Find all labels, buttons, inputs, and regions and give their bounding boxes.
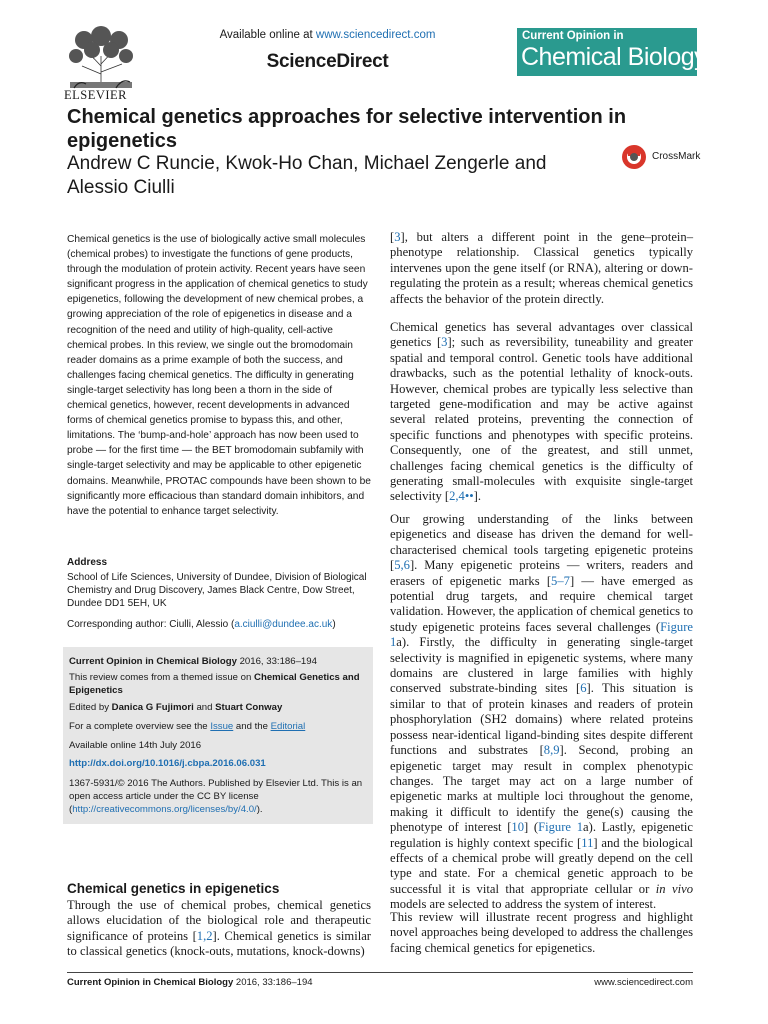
footer-url[interactable]: www.sciencedirect.com [594,977,693,988]
col2-paragraph-4: This review will illustrate recent progress and highlight novel approaches being developed to address the challenges facing chemical genetics for epigenetics. [390,910,693,955]
available-online [210,29,445,41]
info-license-suffix: ). [256,804,263,815]
footer-rule [67,972,693,973]
address-text: School of Life Sciences, University of Dundee, Division of Biological Chemistry and Drug Discovery, James Black Centre, Dow Street, Dundee DD1 5EH, UK [67,572,367,609]
footer-citation-text: 2016, 33:186–194 [233,977,313,988]
sciencedirect-wordmark: ScienceDirect [266,51,389,72]
article-info-box [63,647,373,824]
p3-text-h: a). Lastly, epigenetic regulation is highly context specific [ [390,820,693,850]
footer-journal: Current Opinion in Chemical Biology [67,977,234,988]
col2-paragraph-1: [3], but alters a different point in the gene–protein–phenotype relationship. Classical genetics typically intervenes upon the gene itself (or RNA), altering or down-regulating the protein as a result; whereas chemical genetics affects the behavior of the protein directly. [390,230,693,306]
journal-banner [517,28,707,76]
info-citation-text: 2016, 33:186–194 [236,656,317,667]
p3-text-i: ] and the biological effects of a chemical probe will greatly depend on the cell type and state. For a chemical genetic approach to be successful it is vital that appropriate cellular or [390,835,693,896]
info-overview-prefix: For a complete overview see the [69,721,211,732]
ref-link[interactable]: 3 [441,335,448,350]
intro-paragraph [67,898,371,960]
col2-paragraph-3 [390,512,693,913]
corr-prefix: Corresponding author: Ciulli, Alessio ( [67,619,235,630]
p2-text-c: ]. [473,489,482,504]
intro-text-b: ]. Chemical genetics is similar to classical genetics (knock-outs, mutations, knock-downs) [67,928,371,959]
p3-text-g: ] ( [524,820,539,835]
sciencedirect-link[interactable]: www.sciencedirect.com [315,29,436,41]
info-themed-prefix: This review comes from a themed issue on [69,672,255,683]
p3-text-d: a). Firstly, the difficulty in generating single-target selectivity is magnified in epigenetic systems, where many domains are clustered in large families with highly conserved substrate-binding sites [ [390,635,693,696]
abstract: Chemical genetics is the use of biologically active small molecules (chemical probes) to investigate the functions of gene products, through the modulation of protein activity. Recent years have seen significant progress in the application of chemical genetics to study epigenetics, following the development of new chemical probes, a growing appreciation of the role of epigenetics in disease and a recognition of the need and utility of high-quality, cell-active chemical probes. In this review, we single out the bromodomain reader domains as a prime example of both the success, and challenges facing chemical genetics. The difficulty in generating single-target selectivity has long been a thorn in the side of chemical genetics, however, recent developments in advanced forms of chemical genetics promise to bypass this, and other, limitations. The ‘bump-and-hole’ approach has now been used to probe — for the first time — the BET bromodomain subfamily with single-target selectivity and may be applicable to other epigenetic domains. Meanwhile, PROTAC compounds have been shown to be significantly more efficacious than standard domain inhibitors, and have the potential to enhance target selectivity. [67,234,371,517]
p2-text-a: Chemical genetics has several advantages over classical genetics [ [390,320,693,350]
license-link[interactable]: http://creativecommons.org/licenses/by/4.0/ [72,804,257,815]
address-heading: Address [67,557,108,568]
available-online-prefix: Available online at [219,29,316,41]
ref-link[interactable]: 6 [580,681,587,696]
corresponding-author [67,619,377,630]
section-heading: Chemical genetics in epigenetics [67,881,280,896]
info-themed-title: Chemical Genetics and Epigenetics [69,672,360,696]
col2-paragraph-2 [390,320,693,505]
corr-suffix: ) [332,619,336,630]
p3-text-a: Our growing understanding of the links between epigenetics and disease has driven the demand for well-characterised chemical tools targeting epigenetic proteins [ [390,512,693,573]
p3-italic: in vivo [655,881,694,896]
info-editors [69,701,369,714]
p1-text: ], but alters a different point in the gene–protein–phenotype relationship. Classical genetics typically intervenes upon the gene itself (or RNA), altering or down-regulating the protein as a result; whereas chemical genetics affects the behavior of the protein directly. [390,230,693,306]
footer-citation [67,977,313,988]
figure-link[interactable]: Figure 1 [538,820,584,835]
info-editor-1: Danica G Fujimori [111,702,194,713]
intro-text-a: Through the use of chemical probes, chemical genetics allows elucidation of the biological role and therapeutic significance of proteins [ [67,898,371,943]
p3-text-f: ]. Second, probing an epigenetic target may result in complex phenotypic changes. The target may act on a large number of epigenetic marks at multiple loci throughout the genome, making it difficult to identify the gene(s) causing the phenotype of interest [ [390,743,693,835]
article-title: Chemical genetics approaches for selective intervention in epigenetics [67,106,627,152]
article-authors: Andrew C Runcie, Kwok-Ho Chan, Michael Zengerle and Alessio Ciulli [67,153,547,198]
p3-text-j: models are selected to address the system of interest. [390,897,657,912]
p3-text-b: ]. Many epigenetic proteins — writers, readers and erasers of epigenetic marks [ [390,558,693,588]
info-editor-2: Stuart Conway [215,702,283,713]
info-journal: Current Opinion in Chemical Biology [69,656,237,667]
info-citation [69,655,369,668]
ref-link[interactable]: 2,4•• [449,489,474,504]
info-available: Available online 14th July 2016 [69,740,202,751]
ref-link[interactable]: 5,6 [394,558,410,573]
ref-link[interactable]: 11 [581,835,594,850]
ref-link[interactable]: 10 [511,820,524,835]
figure-link[interactable]: Figure 1 [390,619,693,650]
editorial-link[interactable]: Editorial [270,721,306,732]
info-edited-prefix: Edited by [69,702,112,713]
info-themed [69,671,369,697]
ref-link[interactable]: 8,9 [543,743,560,758]
info-license [69,777,369,816]
issue-link[interactable]: Issue [210,721,234,732]
p3-text-e: ]. This situation is similar to that of protein kinases and readers of protein phosphorylation (SH2 domains) where related proteins possess near-identical ligand-binding sites despite different functions and substrates [ [390,681,693,758]
info-overview [69,720,369,733]
crossmark-label: CrossMark [652,151,701,162]
journal-banner-top: Current Opinion in [522,30,624,42]
info-doi-row [69,757,369,770]
elsevier-tree-logo [64,26,138,92]
info-edited-and: and [193,702,216,713]
doi-link[interactable]: http://dx.doi.org/10.1016/j.cbpa.2016.06.031 [69,758,266,769]
publisher-name: ELSEVIER [64,88,128,102]
info-overview-and: and the [233,721,271,732]
journal-banner-title: Chemical Biology [521,43,707,71]
p3-text-c: ] — have emerged as potential drug targets, and require chemical target validation. However, the application of chemical genetics to study epigenetic proteins faces several challenges ( [390,573,693,634]
info-license-prefix: 1367-5931/© 2016 The Authors. Published by Elsevier Ltd. This is an open access article under the CC BY license ( [69,778,363,815]
ref-link[interactable]: 5–7 [551,573,570,588]
p2-text-b: ]; such as reversibility, tuneability and greater spatial and temporal control. Genetic tools have additional drawbacks, such as the potential lethality of knock-outs. However, chemical probes are typically less selective than targeted gene-modification and may be active against several related proteins, preventing the connection of specific functions and phenotypes with specific proteins. Consequently, one of the greatest, and still unmet, challenges facing chemical genetics is the difficulty of generating small-molecules with exquisite single-target selectivity [ [390,335,693,504]
ref-link[interactable]: 1,2 [196,928,213,943]
ref-link[interactable]: 3 [394,230,401,244]
corr-email-link[interactable]: a.ciulli@dundee.ac.uk [234,619,333,630]
